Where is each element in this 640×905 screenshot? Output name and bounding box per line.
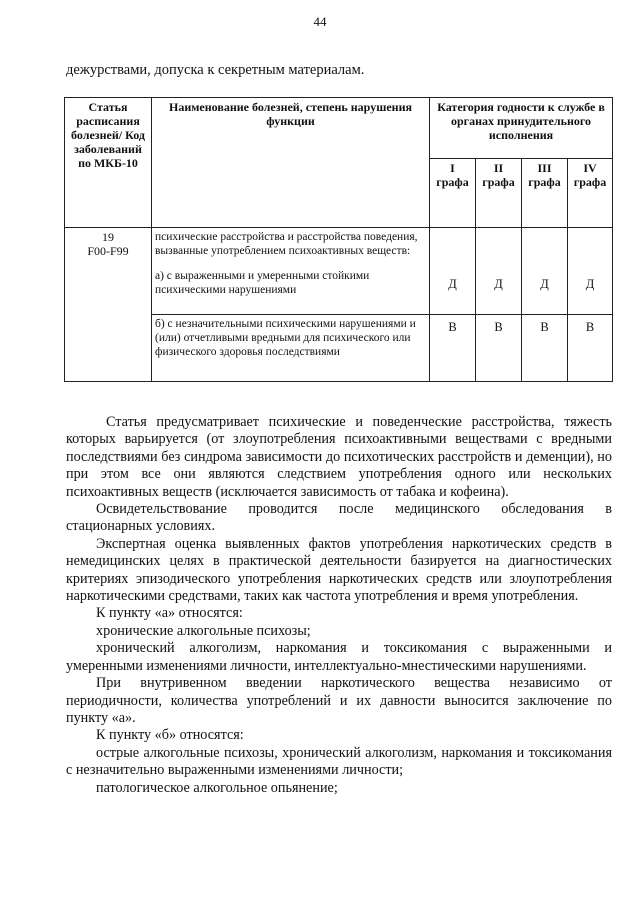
intro-line: дежурствами, допуска к секретным материалам. — [66, 62, 365, 78]
article-intro-description: психические расстройства и расстройства поведения, вызванные употреблением психоактивных веществ: — [155, 231, 418, 257]
row-a-grade-2: Д — [476, 228, 522, 315]
row-b-grade-3: В — [522, 315, 568, 382]
row-b-grade-4: В — [568, 315, 613, 382]
article-code: F00-F99 — [87, 244, 129, 258]
paragraph: Освидетельствование проводится после медицинского обследования в стационарных условиях. — [66, 501, 612, 535]
paragraph: острые алкогольные психозы, хронический алкоголизм, наркомания и токсикомания с незначительно выраженными изменениями личности; — [66, 744, 612, 779]
header-grade-1: I графа — [430, 159, 476, 228]
row-a-grade-3: Д — [522, 228, 568, 315]
article-cell — [65, 228, 152, 382]
paragraph: хронический алкоголизм, наркомания и токсикомания с выраженными и умеренными изменениями личности, интеллектуально-мнестическими нарушениями. — [66, 640, 612, 674]
paragraph: Экспертная оценка выявленных фактов употребления наркотических средств в немедицинских целях в практической деятельности базируется на диагностических критериях эпизодического употребления наркотических средств или злоупотребления наркотическими средствами, таких как частота употребления и время употребления. — [66, 535, 612, 605]
paragraph: При внутривенном введении наркотического вещества независимо от периодичности, количества употреблений и их давности выносится заключение по пункту «а». — [66, 675, 612, 726]
header-article: Статья расписания болезней/ Код заболеваний по МКБ-10 — [65, 98, 152, 228]
page-number: 44 — [313, 14, 327, 29]
row-b-description: б) с незначительными психическими нарушениями и (или) отчетливыми вредными для психического или физического здоровья последствиями — [152, 315, 430, 382]
table-row — [65, 228, 613, 315]
paragraph: хронические алкогольные психозы; — [96, 622, 311, 639]
body-text — [66, 414, 612, 797]
row-a-grade-1: Д — [430, 228, 476, 315]
paragraph: Статья предусматривает психические и поведенческие расстройства, тяжесть которых варьируется (от злоупотребления психоактивными веществами с вредными последствиями без синдрома зависимости до психотических расстройств и деменции), но при этом все они являются следствием употребления одного или нескольких психоактивных веществ (исключается зависимость от табака и кофеина). — [66, 414, 612, 500]
row-b-grade-1: В — [430, 315, 476, 382]
paragraph: патологическое алкогольное опьянение; — [96, 779, 338, 796]
row-b-grade-2: В — [476, 315, 522, 382]
header-grade-3: III графа — [522, 159, 568, 228]
header-grade-4: IV графа — [568, 159, 613, 228]
paragraph: К пункту «а» относятся: — [96, 605, 243, 622]
article-number: 19 — [102, 230, 114, 244]
header-disease-name: Наименование болезней, степень нарушения функции — [152, 98, 430, 228]
fitness-category-table — [64, 97, 613, 382]
row-a-description — [152, 228, 430, 315]
row-a-grade-4: Д — [568, 228, 613, 315]
header-grade-2: II графа — [476, 159, 522, 228]
paragraph: К пункту «б» относятся: — [96, 727, 244, 744]
header-category: Категория годности к службе в органах принудительного исполнения — [430, 98, 613, 159]
row-a-text: а) с выраженными и умеренными стойкими психическими нарушениями — [155, 270, 370, 296]
